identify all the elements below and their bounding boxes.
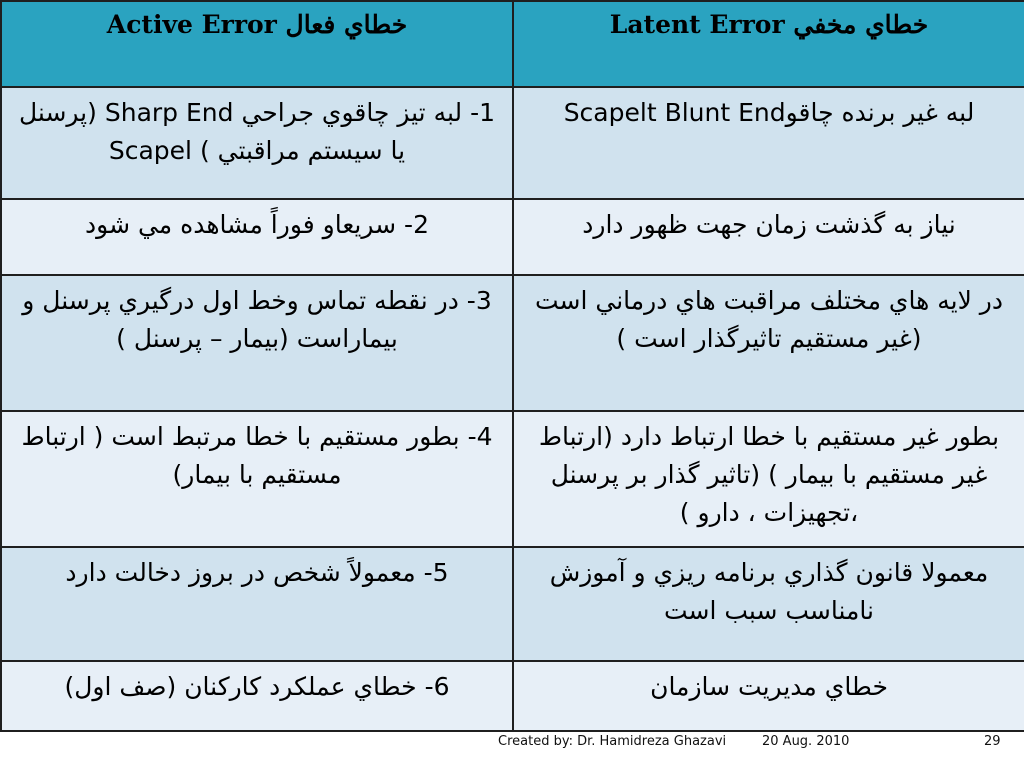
latent-cell-text: لبه غير برنده چاقوScapelt Blunt End xyxy=(563,98,975,127)
active-cell xyxy=(1,275,513,411)
table-row xyxy=(1,199,1024,275)
footer-credit: Created by: Dr. Hamidreza Ghazavi xyxy=(498,734,727,749)
active-cell xyxy=(1,547,513,661)
latent-cell-text: بطور غير مستقيم با خطا ارتباط دارد (ارتباط غير مستقيم با بيمار ) (تاثير گذار بر پرسنل ،تجهيزات ، دارو ) xyxy=(538,422,1000,527)
active-cell-text: 3- در نقطه تماس وخط اول درگيري پرسنل و بيماراست (بيمار – پرسنل ) xyxy=(22,286,492,353)
active-cell-text: 1- لبه تيز چاقوي جراحي Sharp End (پرسنل يا سيستم مراقبتي ) Scapel xyxy=(18,98,496,165)
latent-cell xyxy=(513,87,1024,199)
latent-cell xyxy=(513,547,1024,661)
table-row xyxy=(1,547,1024,661)
table-row xyxy=(1,87,1024,199)
latent-cell xyxy=(513,199,1024,275)
active-cell-text: 5- معمولاً شخص در بروز دخالت دارد xyxy=(65,558,449,587)
footer-date: 20 Aug. 2010 xyxy=(762,734,850,749)
latent-cell-text: خطاي مديريت سازمان xyxy=(650,672,888,701)
latent-cell xyxy=(513,661,1024,731)
active-cell xyxy=(1,199,513,275)
active-cell-text: 2- سريعاو فوراً مشاهده مي شود xyxy=(85,210,429,239)
table-row xyxy=(1,661,1024,731)
latent-cell-text: نياز به گذشت زمان جهت ظهور دارد xyxy=(582,210,956,239)
latent-cell xyxy=(513,411,1024,547)
active-cell-text: 6- خطاي عملكرد كاركنان (صف اول) xyxy=(64,672,450,701)
latent-cell-text: معمولا قانون گذاري برنامه ريزي و آموزش نامناسب سبب است xyxy=(549,558,989,625)
table-row xyxy=(1,411,1024,547)
latent-error-header: Latent Error خطاي مخفي xyxy=(513,1,1024,87)
active-cell xyxy=(1,661,513,731)
latent-cell-text: در لايه هاي مختلف مراقبت هاي درماني است (غير مستقيم تاثيرگذار است ) xyxy=(534,286,1004,353)
footer-page-number: 29 xyxy=(984,734,1001,749)
active-cell xyxy=(1,87,513,199)
header-row xyxy=(1,1,1024,87)
active-cell xyxy=(1,411,513,547)
active-cell-text: 4- بطور مستقيم با خطا مرتبط است ( ارتباط مستقيم با بيمار) xyxy=(21,422,493,489)
latent-cell xyxy=(513,275,1024,411)
active-error-header: Active Error خطاي فعال xyxy=(1,1,513,87)
table-row xyxy=(1,275,1024,411)
